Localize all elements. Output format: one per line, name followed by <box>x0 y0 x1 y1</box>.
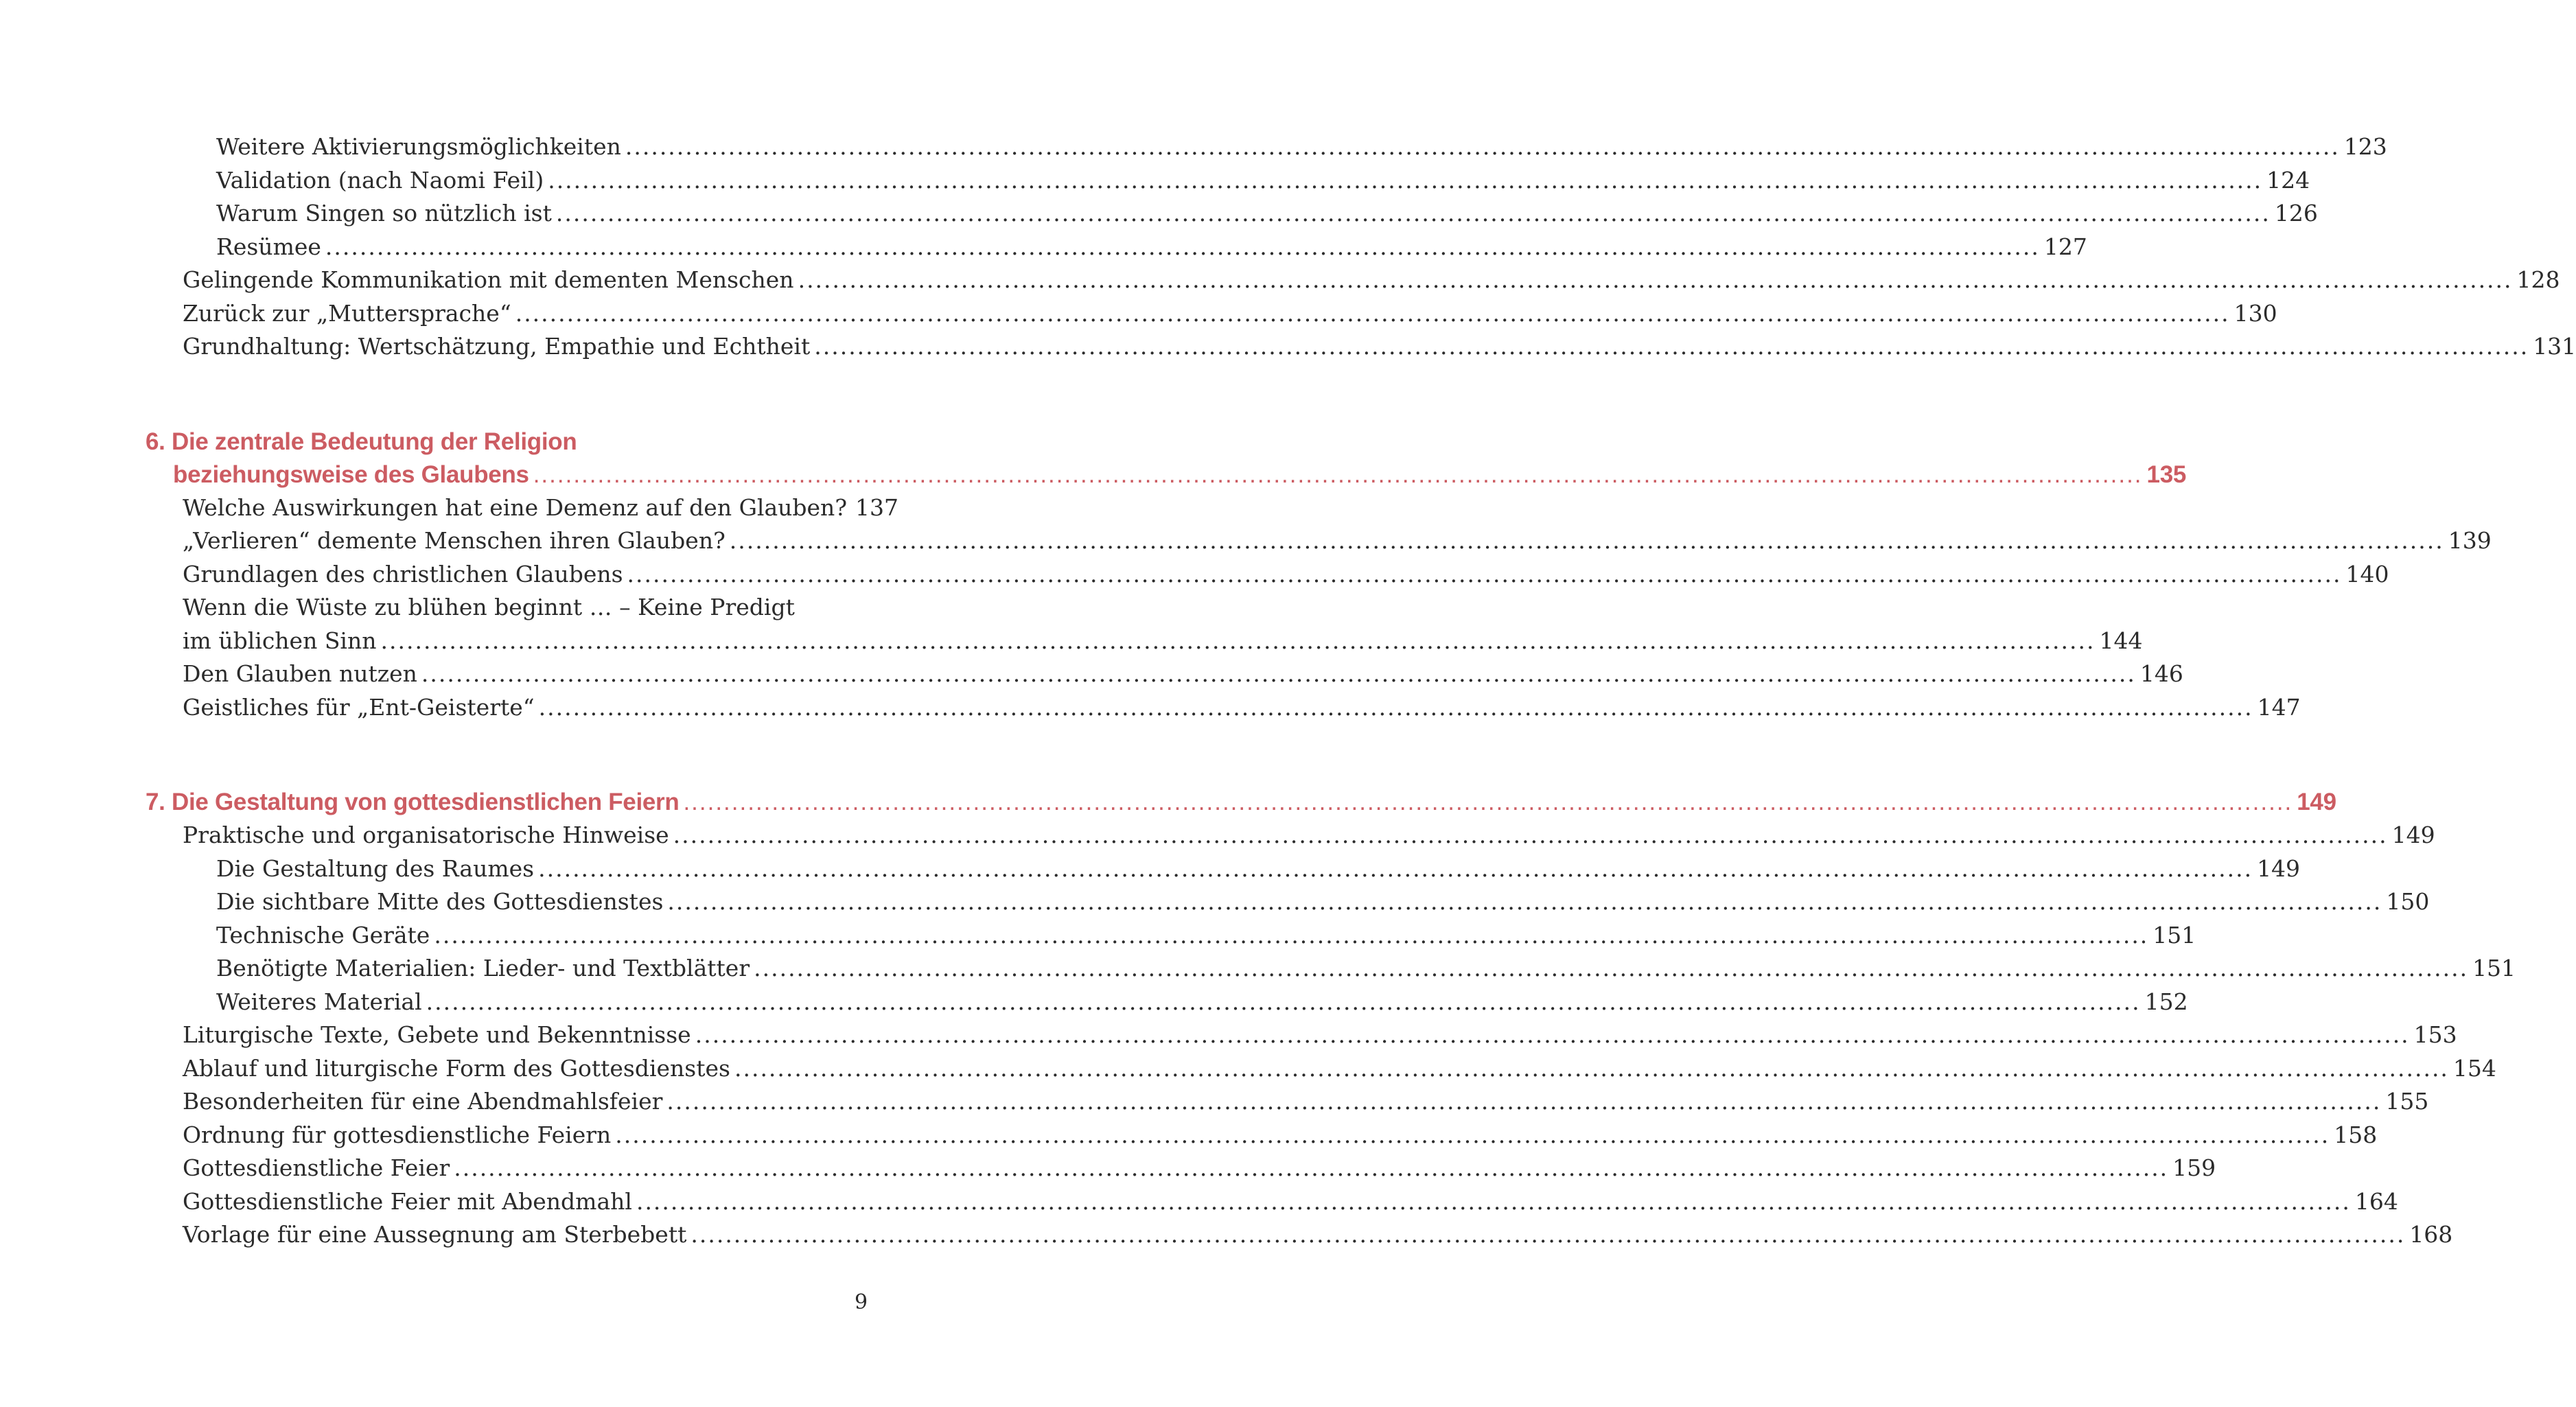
dot-leader: ........................................................................................................................................................................................................ <box>814 333 2529 360</box>
chapter-7-title: 7. Die Gestaltung von gottesdienstlichen Feiern <box>146 789 680 815</box>
dot-leader: ........................................................................................................................................................................................................ <box>729 527 2444 554</box>
toc-entry-page: 159 <box>2172 1154 2216 1181</box>
toc-entry[interactable] <box>183 1019 2457 1052</box>
toc-entry-page: 149 <box>2391 822 2435 848</box>
toc-entry-page: 158 <box>2334 1121 2378 1148</box>
toc-entry-page: 127 <box>2043 233 2087 260</box>
toc-entry[interactable] <box>216 164 2310 198</box>
toc-entry-title: Benötigte Materialien: Lieder- und Textblätter <box>216 955 750 981</box>
dot-leader: ........................................................................................................................................................................................................ <box>734 1054 2449 1082</box>
toc-entry-page: 128 <box>2516 266 2560 293</box>
dot-leader: ........................................................................................................................................................................................................ <box>673 822 2388 848</box>
dot-leader: ........................................................................................................................................................................................................ <box>434 921 2149 949</box>
toc-entry-title: Vorlage für eine Aussegnung am Sterbebett <box>183 1221 687 1248</box>
dot-leader: ........................................................................................................................................................................................................ <box>754 955 2469 981</box>
toc-entry-title: Die sichtbare Mitte des Gottesdienstes <box>216 888 664 915</box>
toc-entry-title: Welche Auswirkungen hat eine Demenz auf den Glauben? <box>183 493 848 521</box>
toc-entry-title: Praktische und organisatorische Hinweise <box>183 822 669 848</box>
toc-entry[interactable] <box>183 524 2492 558</box>
toc-entry-page: 164 <box>2354 1187 2398 1215</box>
toc-entry-title: Weiteres Material <box>216 988 422 1015</box>
toc-entry[interactable] <box>183 330 2576 364</box>
dot-leader: ........................................................................................................................................................................................................ <box>615 1121 2330 1148</box>
chapter-6-heading-line2: beziehungsweise des Glaubens <box>173 461 529 488</box>
toc-entry-title: Resümee <box>216 233 321 260</box>
chapter-7-page: 149 <box>2297 789 2336 815</box>
toc-entry[interactable] <box>216 130 2387 164</box>
toc-entry-page: 124 <box>2266 166 2310 194</box>
toc-entry-title: Gottesdienstliche Feier <box>183 1154 450 1181</box>
dot-leader: ........................................................................................................................................................................................................ <box>421 660 2136 687</box>
dot-leader: ........................................................................................................................................................................................................ <box>666 1088 2382 1115</box>
toc-entry-page: 154 <box>2452 1054 2496 1082</box>
toc-entry[interactable] <box>183 658 2183 691</box>
toc-entry-title: Ordnung für gottesdienstliche Feiern <box>183 1121 612 1148</box>
toc-entry-page: 153 <box>2413 1021 2457 1048</box>
toc-entry-page: 131 <box>2533 333 2576 360</box>
chapter-7-heading[interactable] <box>146 786 2336 819</box>
toc-entry-title: Technische Geräte <box>216 921 430 949</box>
toc-entry-page: 146 <box>2139 660 2183 687</box>
toc-entry-title: Gelingende Kommunikation mit dementen Menschen <box>183 266 794 293</box>
chapter-6-heading-line1[interactable]: 6. Die zentrale Bedeutung der Religion <box>146 428 577 455</box>
toc-entry-page: 144 <box>2099 627 2143 654</box>
toc-entry-title: Grundlagen des christlichen Glaubens <box>183 560 623 588</box>
toc-entry-page: 168 <box>2409 1221 2453 1248</box>
toc-entry-page: 137 <box>855 493 899 521</box>
toc-entry[interactable] <box>183 1218 2453 1252</box>
dot-leader: ........................................................................................................................................................................................................ <box>538 854 2253 882</box>
toc-entry-title: im üblichen Sinn <box>183 627 377 654</box>
toc-entry-title: Zurück zur „Muttersprache“ <box>183 299 511 327</box>
chapter-6-page: 135 <box>2146 461 2187 488</box>
toc-entry[interactable] <box>183 1119 2378 1152</box>
toc-entry[interactable] <box>183 1085 2429 1119</box>
dot-leader: ........................................................................................................................................................................................................ <box>515 299 2230 327</box>
toc-entry-wrapped-line1[interactable]: Wenn die Wüste zu blühen beginnt … – Keine Predigt <box>183 594 795 620</box>
toc-entry[interactable] <box>183 558 2389 592</box>
toc-entry-page: 150 <box>2386 888 2430 915</box>
dot-leader: ........................................................................................................................................................................................................ <box>454 1154 2169 1181</box>
dot-leader: ........................................................................................................................................................................................................ <box>667 888 2382 915</box>
toc-entry[interactable] <box>183 491 899 525</box>
table-of-contents <box>146 130 2576 1252</box>
toc-entry[interactable] <box>183 264 2560 297</box>
toc-entry[interactable] <box>216 952 2516 986</box>
toc-entry-title: Den Glauben nutzen <box>183 660 417 687</box>
toc-entry[interactable] <box>183 1185 2398 1219</box>
toc-entry[interactable] <box>183 691 2301 725</box>
toc-entry-page: 139 <box>2448 527 2492 554</box>
toc-entry[interactable] <box>183 1052 2496 1086</box>
toc-entry-page: 155 <box>2385 1088 2429 1115</box>
toc-entry-title: Weitere Aktivierungsmöglichkeiten <box>216 133 621 160</box>
toc-entry[interactable] <box>183 1152 2216 1185</box>
toc-entry-page: 140 <box>2345 560 2389 588</box>
dot-leader: ........................................................................................................................................................................................................ <box>625 133 2340 160</box>
toc-entry-title: Besonderheiten für eine Abendmahlsfeier <box>183 1088 663 1115</box>
chapter-6-heading[interactable] <box>173 458 2187 491</box>
toc-entry[interactable] <box>183 297 2277 331</box>
toc-entry-title: „Verlieren“ demente Menschen ihren Glauben? <box>183 527 726 554</box>
toc-entry-title: Geistliches für „Ent-Geisterte“ <box>183 693 535 721</box>
dot-leader: ........................................................................................................................................................................................................ <box>691 1221 2406 1248</box>
toc-entry-title: Liturgische Texte, Gebete und Bekenntnisse <box>183 1021 691 1048</box>
toc-entry[interactable] <box>216 231 2087 264</box>
toc-entry[interactable] <box>183 625 2143 658</box>
toc-entry-title: Validation (nach Naomi Feil) <box>216 166 544 194</box>
toc-entry-page: 123 <box>2343 133 2387 160</box>
toc-entry-title: Warum Singen so nützlich ist <box>216 200 552 226</box>
page-number: 9 <box>855 1290 868 1314</box>
toc-entry-title: Grundhaltung: Wertschätzung, Empathie und Echtheit <box>183 333 811 360</box>
dot-leader: ........................................................................................................................................................................................................ <box>695 1021 2410 1048</box>
toc-entry[interactable] <box>216 852 2301 886</box>
dot-leader: ........................................................................................................................................................................................................ <box>683 789 2293 815</box>
toc-entry-page: 152 <box>2144 988 2188 1015</box>
toc-entry[interactable] <box>216 986 2188 1019</box>
toc-entry[interactable] <box>183 819 2435 852</box>
toc-entry[interactable] <box>216 885 2430 919</box>
toc-entry-title: Die Gestaltung des Raumes <box>216 854 535 882</box>
toc-entry-page: 149 <box>2257 854 2301 882</box>
toc-entry-page: 151 <box>2153 921 2196 949</box>
dot-leader: ........................................................................................................................................................................................................ <box>627 560 2342 588</box>
dot-leader: ........................................................................................................................................................................................................ <box>798 266 2513 293</box>
dot-leader: ........................................................................................................................................................................................................ <box>538 693 2253 721</box>
toc-entry[interactable] <box>216 197 2318 231</box>
toc-entry-page: 147 <box>2257 693 2301 721</box>
toc-entry[interactable] <box>216 919 2196 953</box>
toc-entry-title: Ablauf und liturgische Form des Gottesdienstes <box>183 1054 730 1082</box>
toc-entry-page: 130 <box>2233 299 2277 327</box>
dot-leader: ........................................................................................................................................................................................................ <box>555 200 2271 226</box>
dot-leader: ........................................................................................................................................................................................................ <box>548 166 2263 194</box>
dot-leader: ........................................................................................................................................................................................................ <box>325 233 2040 260</box>
dot-leader: ........................................................................................................................................................................................................ <box>533 461 2143 488</box>
toc-entry-page: 151 <box>2472 955 2516 981</box>
toc-entry-title: Gottesdienstliche Feier mit Abendmahl <box>183 1187 632 1215</box>
dot-leader: ........................................................................................................................................................................................................ <box>426 988 2141 1015</box>
dot-leader: ........................................................................................................................................................................................................ <box>380 627 2096 654</box>
toc-entry-page: 126 <box>2274 200 2318 226</box>
dot-leader: ........................................................................................................................................................................................................ <box>636 1187 2351 1215</box>
